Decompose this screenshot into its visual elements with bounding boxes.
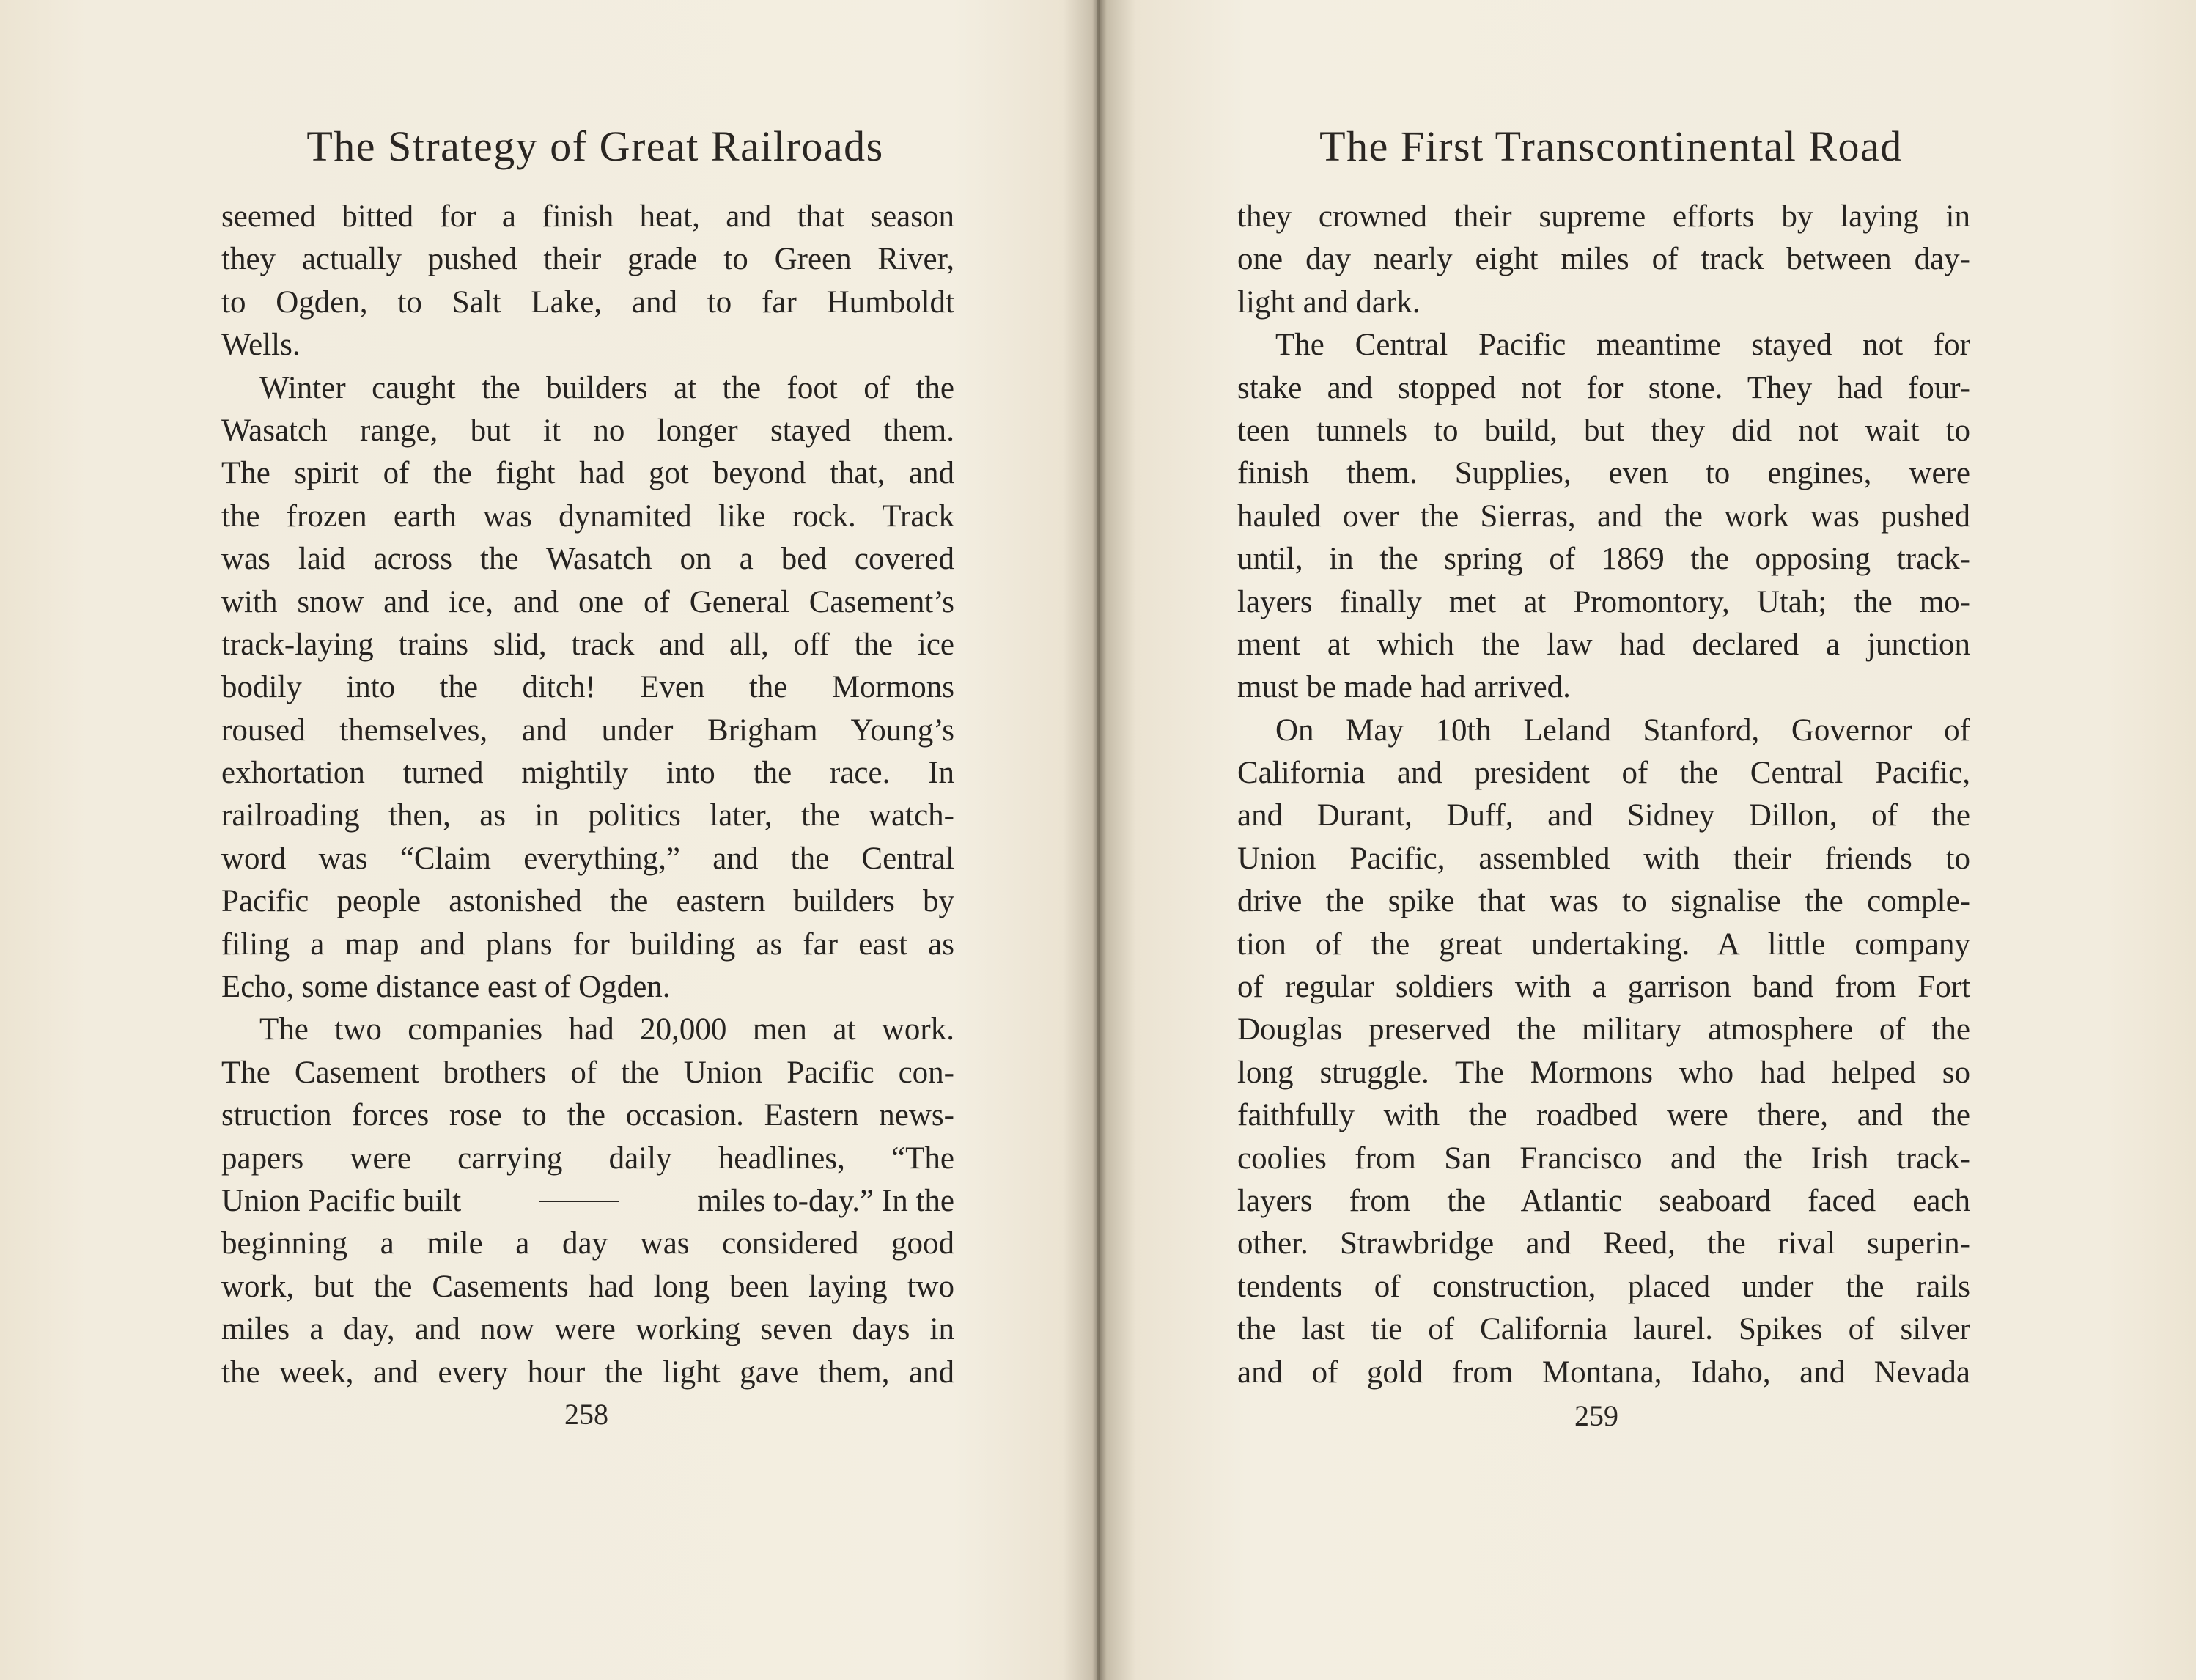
right-running-head: The First Transcontinental Road [1319, 122, 1903, 170]
text-line: the last tie of California laurel. Spikes of silver [1237, 1312, 1970, 1347]
left-body-text [221, 196, 954, 1394]
text-line: work, but the Casements had long been laying two [221, 1269, 954, 1304]
text-line: teen tunnels to build, but they did not wait to [1237, 413, 1970, 448]
text-line: layers finally met at Promontory, Utah; the mo- [1237, 584, 1970, 619]
text-line: faithfully with the roadbed were there, and the [1237, 1098, 1970, 1133]
text-line: Wells. [221, 328, 301, 363]
text-fragment: Union Pacific built [221, 1183, 462, 1218]
text-line: track-laying trains slid, track and all, off the ice [221, 627, 954, 662]
text-line: the frozen earth was dynamited like rock. Track [221, 498, 954, 534]
text-line: The spirit of the fight had got beyond that, and [221, 456, 954, 491]
text-line-with-dash [221, 1180, 954, 1223]
text-line: one day nearly eight miles of track between day- [1237, 242, 1970, 277]
text-line: papers were carrying daily headlines, “The [221, 1141, 954, 1176]
text-line: to Ogden, to Salt Lake, and to far Humboldt [221, 284, 954, 320]
text-line: other. Strawbridge and Reed, the rival superin- [1237, 1226, 1970, 1261]
text-line: Union Pacific, assembled with their friends to [1237, 841, 1970, 876]
left-page-number: 258 [564, 1398, 608, 1431]
text-line: must be made had arrived. [1237, 670, 1571, 705]
text-line: filing a map and plans for building as far east as [221, 926, 954, 962]
right-page [1237, 0, 1985, 1680]
text-line: miles a day, and now were working seven days in [221, 1312, 954, 1347]
text-line: stake and stopped not for stone. They had four- [1237, 370, 1970, 405]
text-line: ment at which the law had declared a junction [1237, 627, 1970, 662]
text-line: Douglas preserved the military atmosphere of the [1237, 1012, 1970, 1047]
text-line: coolies from San Francisco and the Irish track- [1237, 1141, 1970, 1176]
text-line: bodily into the ditch! Even the Mormons [221, 670, 954, 705]
text-line: The Central Pacific meantime stayed not for [1275, 328, 1970, 363]
text-line: until, in the spring of 1869 the opposing track- [1237, 542, 1970, 577]
text-line: The Casement brothers of the Union Pacific con- [221, 1055, 954, 1090]
text-line: seemed bitted for a finish heat, and that season [221, 199, 954, 234]
text-line: was laid across the Wasatch on a bed covered [221, 542, 954, 577]
text-line: the week, and every hour the light gave them, and [221, 1355, 954, 1390]
text-line: with snow and ice, and one of General Casement’s [221, 584, 954, 619]
text-line: tendents of construction, placed under the rails [1237, 1269, 1970, 1304]
text-line: exhortation turned mightily into the race. In [221, 756, 954, 791]
right-page-number: 259 [1574, 1399, 1618, 1432]
left-page [221, 0, 969, 1680]
text-fragment: miles to-day.” In the [697, 1183, 954, 1218]
text-line: and of gold from Montana, Idaho, and Nevada [1237, 1355, 1970, 1390]
text-line: hauled over the Sierras, and the work was pushed [1237, 498, 1970, 534]
text-line: tion of the great undertaking. A little company [1237, 926, 1970, 962]
text-line: they crowned their supreme efforts by laying in [1237, 199, 1970, 234]
right-body-text [1237, 196, 1970, 1394]
text-line: beginning a mile a day was considered good [221, 1226, 954, 1261]
text-line: Winter caught the builders at the foot of the [259, 370, 954, 405]
text-line: struction forces rose to the occasion. Eastern news- [221, 1098, 954, 1133]
text-line: layers from the Atlantic seaboard faced each [1237, 1183, 1970, 1218]
text-line: On May 10th Leland Stanford, Governor of [1275, 712, 1970, 748]
text-line: The two companies had 20,000 men at work. [259, 1012, 954, 1047]
text-line: word was “Claim everything,” and the Central [221, 841, 954, 876]
text-line: Wasatch range, but it no longer stayed them. [221, 413, 954, 448]
text-line: roused themselves, and under Brigham Young’s [221, 712, 954, 748]
text-line: drive the spike that was to signalise the comple- [1237, 884, 1970, 919]
text-line: finish them. Supplies, even to engines, were [1237, 456, 1970, 491]
text-line: long struggle. The Mormons who had helped so [1237, 1055, 1970, 1090]
text-line: Pacific people astonished the eastern builders by [221, 884, 954, 919]
left-running-head: The Strategy of Great Railroads [306, 122, 884, 170]
book-gutter [1097, 0, 1100, 1680]
text-line: light and dark. [1237, 284, 1421, 320]
text-line: and Durant, Duff, and Sidney Dillon, of the [1237, 798, 1970, 833]
text-line: railroading then, as in politics later, the watch- [221, 798, 954, 833]
text-line: California and president of the Central Pacific, [1237, 756, 1970, 791]
blank-dash [539, 1201, 619, 1202]
text-line: of regular soldiers with a garrison band from Fort [1237, 970, 1970, 1005]
text-line: Echo, some distance east of Ogden. [221, 970, 671, 1005]
text-line: they actually pushed their grade to Green River, [221, 242, 954, 277]
